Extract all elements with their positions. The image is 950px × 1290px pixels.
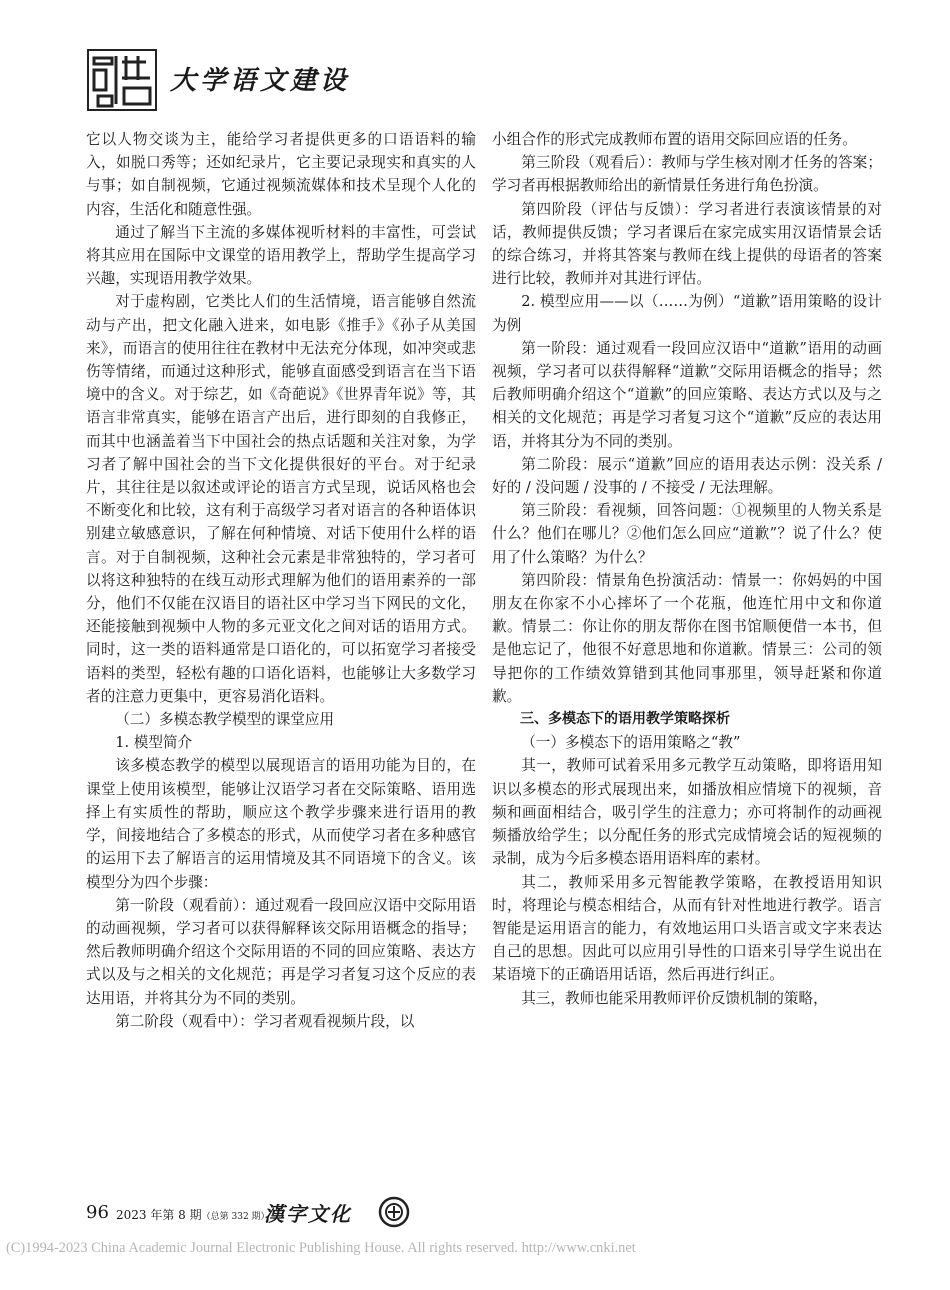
- issue-info: [116, 1206, 270, 1223]
- paragraph: 它以人物交谈为主，能给学习者提供更多的口语语料的输入，如脱口秀等；还如纪录片，它主要记录现实和真实的人与事；如自制视频，它通过视频流媒体和技术呈现个人化的内容，生活化和随意性强。: [86, 131, 476, 218]
- paragraph: 第二阶段：展示“道歉”回应的语用表达示例：没关系 / 好的 / 没问题 / 没事的 / 不接受 / 无法理解。: [492, 455, 882, 497]
- paragraph: 2. 模型应用——以（……为例）“道歉”语用策略的设计为例: [492, 293, 882, 334]
- paragraph: 其三，教师也能采用教师评价反馈机制的策略，: [521, 989, 828, 1007]
- paragraph: 其一，教师可试着采用多元教学互动策略，即将语用知识以多模态的形式展现出来，如播放相应情境下的视频，音频和画面相结合，吸引学生的注意力；亦可将制作的动画视频播放给学生；以分配任务的形式完成情境会话的短视频的录制，成为今后多模态语用语料库的素材。: [492, 757, 882, 868]
- page-footer: [86, 1196, 586, 1232]
- page-number: 96: [86, 1202, 109, 1223]
- paragraph: 对于虚构剧，它类比人们的生活情境，语言能够自然流动与产出，把文化融入进来，如电影《推手》《孙子从美国来》，而语言的使用往往在教材中无法充分体现，如冲突或悲伤等情绪，而通过这种形式，能够直面感受到语言在当下语境中的含义。对于综艺，如《奇葩说》《世界青年说》等，其语言非常真实，能够在语言产出后，进行即刻的自我修正，而其中也涵盖着当下中国社会的热点话题和关注对象，为学习者了解中国社会的当下文化提供很好的平台。对于纪录片，其往往是以叙述或评论的语言方式呈现，说话风格也会不断变化和比较，这有利于高级学习者对语言的各种语体识别建立敏感意识，了解在何种情境、对话下使用什么样的语言。对于自制视频，这种社会元素是非常独特的，学习者可以将这种独特的在线互动形式理解为他们的语用素养的一部分，他们不仅能在汉语目的语社区中学习当下网民的文化，还能接触到视频中人物的多元亚文化之间对话的语用方式。同时，这一类的语料通常是口语化的，可以拓宽学习者接受语料的类型，轻松有趣的口语化语料，也能够让大多数学习者的注意力更集中，更容易消化语料。: [86, 293, 476, 705]
- paragraph: 其二，教师采用多元智能教学策略，在教授语用知识时，将理论与模态相结合，从而有针对性地进行教学。语言智能是运用语言的能力，有效地运用口头语言或文字来表达自己的思想。因此可以应用引导性的口语来引导学生说出在某语境下的正确语用话语，然后再进行纠正。: [492, 873, 882, 984]
- right-column: [492, 128, 882, 1010]
- paragraph: 第三阶段（观看后）：教师与学生核对刚才任务的答案；学习者再根据教师给出的新情景任务进行角色扮演。: [492, 154, 882, 195]
- paragraph: （二）多模态教学模型的课堂应用: [115, 711, 335, 729]
- paragraph: 第一阶段：通过观看一段回应汉语中“道歉”语用的动画视频，学习者可以获得解释“道歉”交际用语概念的指导；然后教师明确介绍这个“道歉”的回应策略、表达方式以及与之相关的文化规范；再是学习者复习这个“道歉”反应的表达用语，并将其分为不同的类别。: [492, 339, 882, 450]
- paragraph: 第一阶段（观看前）：通过观看一段回应汉语中交际用语的动画视频，学习者可以获得解释该交际用语概念的指导；然后教师明确介绍这个交际用语的不同的回应策略、表达方式以及与之相关的文化规范；再是学习者复习这个反应的表达用语，并将其分为不同的类别。: [86, 896, 476, 1007]
- page-header: [86, 40, 886, 120]
- paragraph: 第四阶段（评估与反馈）：学习者进行表演该情景的对话，教师提供反馈；学习者课后在家完成实用汉语情景会话的综合练习，并将其答案与教师在线上提供的母语者的答案进行比较，教师并对其进行评估。: [492, 200, 882, 288]
- round-seal-icon: [378, 1196, 410, 1228]
- issue-label: 2023 年第 8 期: [116, 1208, 202, 1222]
- paragraph: 第四阶段：情景角色扮演活动：情景一：你妈妈的中国朋友在你家不小心摔坏了一个花瓶，他连忙用中文和你道歉。情景二：你让你的朋友帮你在图书馆顺便借一本书，但是他忘记了，他很不好意思地和你道歉。情景三：公司的领导把你的工作绩效算错到其他同事那里，领导赶紧和你道歉。: [492, 571, 882, 705]
- copyright-notice: (C)1994-2023 China Academic Journal Electronic Publishing House. All rights reserved. http://www.cnki.net: [6, 1240, 636, 1256]
- paragraph: 1. 模型简介: [115, 734, 193, 752]
- paragraph: 该多模态教学的模型以展现语言的语用功能为目的，在课堂上使用该模型，能够让汉语学习者在交际策略、语用选择上有实质性的帮助，顺应这个教学步骤来进行语用的教学，间接地结合了多模态的形式，从而使学习者在多种感官的运用下去了解语言的运用情境及其不同语境下的含义。该模型分为四个步骤：: [86, 757, 476, 891]
- paragraph: （一）多模态下的语用策略之“教”: [521, 734, 741, 752]
- publication-logo: 漢字文化: [264, 1202, 352, 1226]
- paragraph: 三、多模态下的语用教学策略探析: [520, 711, 730, 728]
- paragraph: 第三阶段：看视频，回答问题：①视频里的人物关系是什么？他们在哪儿？②他们怎么回应“道歉”？说了什么？使用了什么策略？为什么？: [492, 502, 882, 566]
- paragraph: 第二阶段（观看中）：学习者观看视频片段，以: [115, 1012, 415, 1030]
- journal-title: 大学语文建设: [170, 66, 351, 96]
- calligraphy-seal-logo: [86, 48, 158, 112]
- left-column: [86, 128, 476, 1033]
- paragraph: 小组合作的形式完成教师布置的语用交际回应语的任务。: [492, 131, 857, 148]
- paragraph: 通过了解当下主流的多媒体视听材料的丰富性，可尝试将其应用在国际中文课堂的语用教学上，帮助学生提高学习兴趣，实现语用教学效果。: [86, 223, 476, 288]
- issue-total: （总第 332 期）: [201, 1212, 270, 1222]
